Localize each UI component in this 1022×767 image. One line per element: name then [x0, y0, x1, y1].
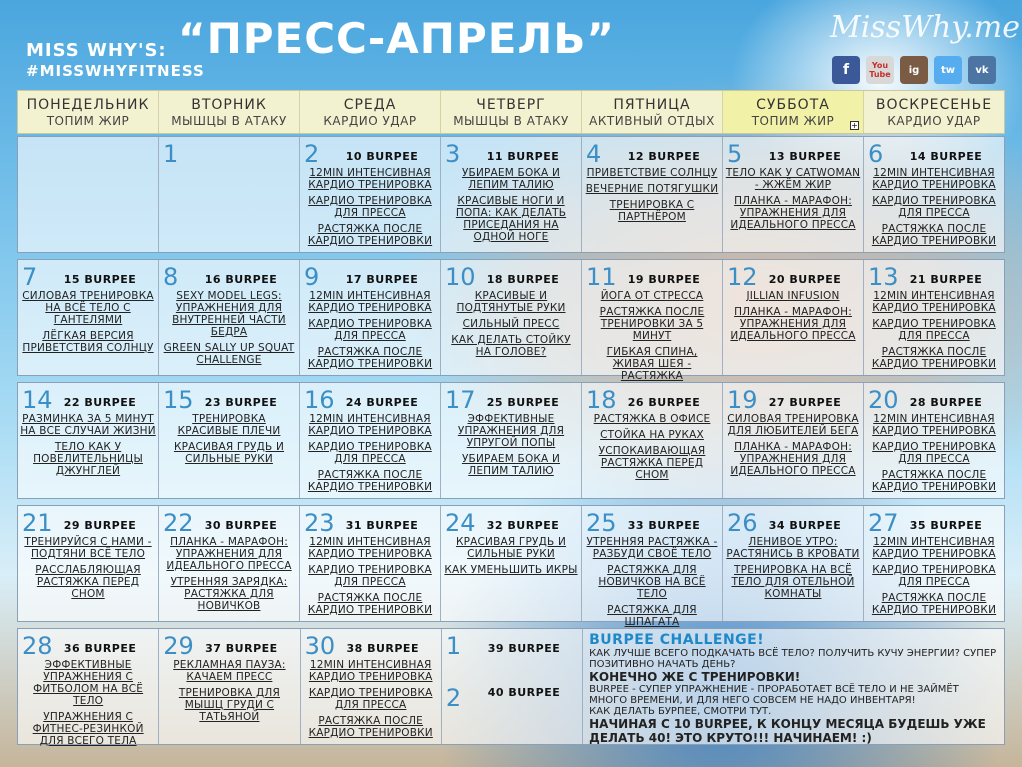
challenge-text: КАК ЛУЧШЕ ВСЕГО ПОДКАЧАТЬ ВСЁ ТЕЛО? ПОЛУЧИТЬ КУЧУ ЭНЕРГИИ? СУПЕР ПОЗИТИВНО НАЧАТЬ ДЕНЬ? [589, 648, 997, 670]
burpee-count: 27 BURPEE [768, 396, 842, 409]
workout-link[interactable]: КРАСИВЫЕ И ПОДТЯНУТЫЕ РУКИ [456, 290, 566, 314]
workout-link[interactable]: ПЛАНКА - МАРАФОН: УПРАЖНЕНИЯ ДЛЯ ИДЕАЛЬНОГО ПРЕССА [166, 536, 292, 572]
workout-link[interactable]: РАЗМИНКА ЗА 5 МИНУТ НА ВСЕ СЛУЧАИ ЖИЗНИ [20, 413, 156, 437]
workout-link[interactable]: УПРАЖНЕНИЯ С ФИТНЕС-РЕЗИНКОЙ ДЛЯ ВСЕГО ТЕЛА [32, 711, 144, 747]
workout-link[interactable]: РАСТЯЖКА ПОСЛЕ КАРДИО ТРЕНИРОВКИ [871, 223, 997, 247]
day-cell [159, 260, 300, 375]
workout-link[interactable]: КАРДИО ТРЕНИРОВКА ДЛЯ ПРЕССА [872, 564, 996, 588]
workout-link[interactable]: КАРДИО ТРЕНИРОВКА ДЛЯ ПРЕССА [308, 687, 433, 711]
day-cell [301, 629, 442, 744]
day-cell [18, 506, 159, 621]
workout-link[interactable]: РАСТЯЖКА ПОСЛЕ КАРДИО ТРЕНИРОВКИ [871, 469, 997, 493]
vk-icon[interactable]: vk [968, 56, 996, 84]
day-name: ПОНЕДЕЛЬНИК [26, 97, 150, 113]
day-number: 19 [727, 386, 758, 414]
week-row [17, 259, 1005, 382]
day-number: 20 [868, 386, 899, 414]
day-number: 21 [22, 509, 53, 537]
workout-link[interactable]: УТРЕННЯЯ РАСТЯЖКА - РАЗБУДИ СВОЁ ТЕЛО [586, 536, 718, 560]
day-header [18, 91, 159, 133]
workout-link[interactable]: СИЛОВАЯ ТРЕНИРОВКА ДЛЯ ЛЮБИТЕЛЕЙ БЕГА [727, 413, 859, 437]
day-number: 23 [304, 509, 335, 537]
burpee-count: 23 BURPEE [204, 396, 278, 409]
workout-link[interactable]: РАСТЯЖКА ПОСЛЕ КАРДИО ТРЕНИРОВКИ [871, 346, 997, 370]
day-cell [723, 137, 864, 252]
workout-link[interactable]: ТРЕНИРУЙСЯ С НАМИ - ПОДТЯНИ ВСЁ ТЕЛО [24, 536, 152, 560]
day-cell [159, 137, 300, 252]
workout-link[interactable]: ПЛАНКА - МАРАФОН: УПРАЖНЕНИЯ ДЛЯ ИДЕАЛЬНОГО ПРЕССА [730, 195, 856, 231]
day-number: 10 [445, 263, 476, 291]
burpee-count: 10 BURPEE [345, 150, 419, 163]
day-header [441, 91, 582, 133]
workout-link[interactable]: КАК УМЕНЬШИТЬ ИКРЫ [444, 564, 578, 576]
day-number: 13 [868, 263, 899, 291]
workout-link[interactable]: ТРЕНИРОВКА КРАСИВЫЕ ПЛЕЧИ [177, 413, 281, 437]
workout-link[interactable]: СИЛЬНЫЙ ПРЕСС [462, 318, 560, 330]
burpee-count: 17 BURPEE [345, 273, 419, 286]
day-theme: ТОПИМ ЖИР [46, 114, 130, 128]
day-cell [18, 260, 159, 375]
workout-link[interactable]: КРАСИВАЯ ГРУДЬ И СИЛЬНЫЕ РУКИ [455, 536, 567, 560]
day-name: ВОСКРЕСЕНЬЕ [875, 97, 993, 113]
day-cell [159, 383, 300, 498]
page-title: “ПРЕСС-АПРЕЛЬ” [178, 14, 615, 63]
burpee-count: 35 BURPEE [909, 519, 983, 532]
workout-link[interactable]: SEXY MODEL LEGS: УПРАЖНЕНИЯ ДЛЯ ВНУТРЕННЕЙ ЧАСТИ БЕДРА [172, 290, 286, 338]
day-theme: ТОПИМ ЖИР [751, 114, 835, 128]
workout-link[interactable]: СИЛОВАЯ ТРЕНИРОВКА НА ВСЁ ТЕЛО С ГАНТЕЛЯМИ [22, 290, 154, 326]
workout-link[interactable]: РАССЛАБЛЯЮЩАЯ РАСТЯЖКА ПЕРЕД СНОМ [35, 564, 141, 600]
day-cell [159, 629, 300, 744]
burpee-count: 25 BURPEE [486, 396, 560, 409]
day-header [723, 91, 864, 133]
workout-link[interactable]: РЕКЛАМНАЯ ПАУЗА: КАЧАЕМ ПРЕСС [173, 659, 286, 683]
workout-link[interactable]: РАСТЯЖКА ПОСЛЕ КАРДИО ТРЕНИРОВКИ [307, 223, 433, 247]
challenge-text: BURPEE - СУПЕР УПРАЖНЕНИЕ - ПРОРАБОТАЕТ ВСЁ ТЕЛО И НЕ ЗАЙМЁТ МНОГО ВРЕМЕНИ, И ДЛЯ НЕГО СОВСЕМ НЕ НАДО ИНВЕНТАРЯ! [589, 684, 959, 706]
instagram-icon[interactable]: ig [900, 56, 928, 84]
workout-link[interactable]: РАСТЯЖКА ПОСЛЕ ТРЕНИРОВКИ ЗА 5 МИНУТ [599, 306, 705, 342]
day-number: 27 [868, 509, 899, 537]
challenge-highlight: НАЧИНАЯ С 10 BURPEE, К КОНЦУ МЕСЯЦА БУДЕШЬ УЖЕ ДЕЛАТЬ 40! ЭТО КРУТО!!! НАЧИНАЕМ! :) [589, 717, 986, 745]
day-number: 2 [304, 140, 320, 168]
burpee-count: 39 BURPEE [487, 642, 561, 655]
burpee-count: 19 BURPEE [627, 273, 701, 286]
day-number: 25 [586, 509, 617, 537]
workout-link[interactable]: ЛЁГКАЯ ВЕРСИЯ ПРИВЕТСТВИЯ СОЛНЦУ [22, 330, 154, 354]
workout-link[interactable]: ПЛАНКА - МАРАФОН: УПРАЖНЕНИЯ ДЛЯ ИДЕАЛЬНОГО ПРЕССА [730, 306, 856, 342]
burpee-count: 30 BURPEE [204, 519, 278, 532]
burpee-count: 38 BURPEE [346, 642, 419, 655]
workout-link[interactable]: 12MIN ИНТЕНСИВНАЯ КАРДИО ТРЕНИРОВКА [872, 536, 996, 560]
facebook-icon[interactable]: f [832, 56, 860, 84]
workout-link[interactable]: ГИБКАЯ СПИНА, ЖИВАЯ ШЕЯ - РАСТЯЖКА [606, 346, 698, 382]
day-number: 26 [727, 509, 758, 537]
workout-link[interactable]: ЛЕНИВОЕ УТРО: РАСТЯНИСЬ В КРОВАТИ [726, 536, 860, 560]
workout-link[interactable]: РАСТЯЖКА ПОСЛЕ КАРДИО ТРЕНИРОВКИ [308, 715, 433, 739]
workout-link[interactable]: СТОЙКА НА РУКАХ [600, 429, 704, 441]
burpee-count [185, 150, 297, 164]
day-cell [582, 383, 723, 498]
day-number: 6 [868, 140, 884, 168]
day-number: 16 [304, 386, 335, 414]
burpee-count: 18 BURPEE [486, 273, 560, 286]
workout-link[interactable]: 12MIN ИНТЕНСИВНАЯ КАРДИО ТРЕНИРОВКА [872, 167, 996, 191]
day-cell [582, 506, 723, 628]
week-row [17, 628, 1005, 745]
workout-link[interactable]: КАРДИО ТРЕНИРОВКА ДЛЯ ПРЕССА [308, 564, 432, 588]
workout-link[interactable]: РАСТЯЖКА ДЛЯ ШПАГАТА [607, 604, 697, 628]
day-theme: МЫШЦЫ В АТАКУ [453, 114, 569, 128]
workout-link[interactable]: КРАСИВАЯ ГРУДЬ И СИЛЬНЫЕ РУКИ [173, 441, 285, 465]
day-number: 30 [304, 632, 336, 660]
workout-link[interactable]: ЙОГА ОТ СТРЕССА [600, 290, 704, 302]
workout-link[interactable]: РАСТЯЖКА ПОСЛЕ КАРДИО ТРЕНИРОВКИ [307, 469, 433, 493]
workout-link[interactable]: ПРИВЕТСТВИЕ СОЛНЦУ [586, 167, 718, 179]
twitter-icon[interactable]: tw [934, 56, 962, 84]
day-cell [159, 506, 300, 621]
burpee-count: 15 BURPEE [63, 273, 137, 286]
burpee-count: 31 BURPEE [345, 519, 419, 532]
day-cell [300, 260, 441, 375]
day-number: 7 [22, 263, 38, 291]
day-number: 9 [304, 263, 320, 291]
challenge-link[interactable]: КАК ДЕЛАТЬ БУРПЕЕ, СМОТРИ ТУТ. [589, 706, 772, 717]
day-number: 17 [445, 386, 476, 414]
day-number: 15 [163, 386, 194, 414]
workout-link[interactable]: ПЛАНКА - МАРАФОН: УПРАЖНЕНИЯ ДЛЯ ИДЕАЛЬНОГО ПРЕССА [730, 441, 856, 477]
workout-link[interactable]: 12MIN ИНТЕНСИВНАЯ КАРДИО ТРЕНИРОВКА [308, 167, 432, 191]
week-row [17, 382, 1005, 499]
workout-link[interactable]: РАСТЯЖКА ПОСЛЕ КАРДИО ТРЕНИРОВКИ [871, 592, 997, 616]
day-cell [441, 137, 582, 252]
day-cell [300, 506, 441, 621]
workout-link[interactable]: JILLIAN INFUSION [746, 290, 840, 302]
day-number: 3 [445, 140, 461, 168]
workout-link[interactable]: КАРДИО ТРЕНИРОВКА ДЛЯ ПРЕССА [308, 441, 432, 465]
day-number: 14 [22, 386, 53, 414]
workout-link[interactable]: ТЕЛО КАК У ПОВЕЛИТЕЛЬНИЦЫ ДЖУНГЛЕЙ [33, 441, 143, 477]
day-header [864, 91, 1004, 133]
day-cell [582, 137, 723, 252]
day-cell [723, 260, 864, 375]
workout-link[interactable]: УБИРАЕМ БОКА И ЛЕПИМ ТАЛИЮ [461, 167, 561, 191]
day-cell [300, 137, 441, 252]
day-cell [300, 383, 441, 498]
day-header [159, 91, 300, 133]
burpee-count: 12 BURPEE [627, 150, 701, 163]
workout-link[interactable]: УСПОКАИВАЮЩАЯ РАСТЯЖКА ПЕРЕД СНОМ [598, 445, 706, 481]
day-number: 2 [445, 684, 462, 712]
day-number: 28 [22, 632, 53, 660]
day-name: ВТОРНИК [191, 97, 267, 113]
day-name: СУББОТА [756, 97, 830, 113]
day-name: ЧЕТВЕРГ [476, 97, 546, 113]
workout-link[interactable]: 12MIN ИНТЕНСИВНАЯ КАРДИО ТРЕНИРОВКА [872, 413, 996, 437]
burpee-count: 16 BURPEE [204, 273, 278, 286]
day-number: 24 [445, 509, 476, 537]
workout-link[interactable]: ТРЕНИРОВКА ДЛЯ МЫШЦ ГРУДИ С ТАТЬЯНОЙ [178, 687, 280, 723]
workout-link[interactable]: 12MIN ИНТЕНСИВНАЯ КАРДИО ТРЕНИРОВКА [308, 659, 433, 683]
weekday-header [17, 90, 1005, 134]
burpee-count: 34 BURPEE [768, 519, 842, 532]
day-number: 4 [586, 140, 602, 168]
workout-link[interactable]: РАСТЯЖКА В ОФИСЕ [593, 413, 711, 425]
burpee-count: 20 BURPEE [768, 273, 842, 286]
day-header [582, 91, 723, 133]
header [0, 0, 1022, 88]
day-name: СРЕДА [343, 97, 397, 113]
burpee-count: 22 BURPEE [63, 396, 137, 409]
day-number: 1 [445, 632, 462, 660]
workout-link[interactable]: КАК ДЕЛАТЬ СТОЙКУ НА ГОЛОВЕ? [451, 334, 571, 358]
workout-link[interactable]: ТРЕНИРОВКА НА ВСЁ ТЕЛО ДЛЯ ОТЕЛЬНОЙ КОМНАТЫ [731, 564, 855, 600]
day-cell [18, 383, 159, 498]
week-row [17, 136, 1005, 253]
day-cell [723, 383, 864, 498]
workout-link[interactable]: 12MIN ИНТЕНСИВНАЯ КАРДИО ТРЕНИРОВКА [308, 290, 432, 314]
week-row [17, 505, 1005, 628]
workout-link[interactable]: КАРДИО ТРЕНИРОВКА ДЛЯ ПРЕССА [872, 318, 996, 342]
day-cell [864, 383, 1004, 498]
day-theme: КАРДИО УДАР [323, 114, 417, 128]
youtube-icon[interactable]: You Tube [866, 56, 894, 84]
workout-link[interactable]: РАСТЯЖКА ПОСЛЕ КАРДИО ТРЕНИРОВКИ [307, 592, 433, 616]
workout-link[interactable]: GREEN SALLY UP SQUAT CHALLENGE [163, 342, 295, 366]
workout-link[interactable]: ЭФФЕКТИВНЫЕ УПРАЖНЕНИЯ С ФИТБОЛОМ НА ВСЁ ТЕЛО [33, 659, 144, 707]
workout-link[interactable]: КАРДИО ТРЕНИРОВКА ДЛЯ ПРЕССА [308, 195, 432, 219]
day-cell [441, 260, 582, 375]
workout-link[interactable]: 12MIN ИНТЕНСИВНАЯ КАРДИО ТРЕНИРОВКА [308, 536, 432, 560]
day-cell [864, 260, 1004, 375]
burpee-count: 28 BURPEE [909, 396, 983, 409]
burpee-count [44, 150, 156, 164]
day-number: 11 [586, 263, 617, 291]
burpee-count: 24 BURPEE [345, 396, 419, 409]
workout-link[interactable]: ТЕЛО КАК У CATWOMAN - ЖЖЁМ ЖИР [725, 167, 861, 191]
day-number: 8 [163, 263, 179, 291]
day-number: 1 [163, 140, 179, 168]
burpee-count: 32 BURPEE [486, 519, 560, 532]
burpee-count: 13 BURPEE [768, 150, 842, 163]
workout-link[interactable]: КРАСИВЫЕ НОГИ И ПОПА: КАК ДЕЛАТЬ ПРИСЕДАНИЯ НА ОДНОЙ НОГЕ [455, 195, 567, 243]
day-number: 22 [163, 509, 194, 537]
workout-link[interactable]: 12MIN ИНТЕНСИВНАЯ КАРДИО ТРЕНИРОВКА [872, 290, 996, 314]
day-cell [723, 506, 864, 621]
day-cell [441, 506, 582, 621]
workout-link[interactable]: ЭФФЕКТИВНЫЕ УПРАЖНЕНИЯ ДЛЯ УПРУГОЙ ПОПЫ [457, 413, 565, 449]
day-header [300, 91, 441, 133]
burpee-count: 11 BURPEE [486, 150, 560, 163]
day-number: 12 [727, 263, 758, 291]
workout-link[interactable]: ВЕЧЕРНИЕ ПОТЯГУШКИ [585, 183, 719, 195]
brand-name: MISS WHY'S: [26, 40, 167, 61]
workout-link[interactable]: ТРЕНИРОВКА С ПАРТНЁРОМ [609, 199, 695, 223]
burpee-count: 14 BURPEE [909, 150, 983, 163]
burpee-count: 26 BURPEE [627, 396, 701, 409]
day-number: 29 [163, 632, 194, 660]
day-name: ПЯТНИЦА [613, 97, 691, 113]
expand-icon[interactable]: + [851, 121, 858, 130]
workout-link[interactable]: КАРДИО ТРЕНИРОВКА ДЛЯ ПРЕССА [872, 441, 996, 465]
day-number: 5 [727, 140, 743, 168]
day-cell [864, 137, 1004, 252]
day-theme: МЫШЦЫ В АТАКУ [171, 114, 287, 128]
day-number: 18 [586, 386, 617, 414]
burpee-count: 40 BURPEE [487, 686, 561, 699]
burpee-count: 33 BURPEE [627, 519, 701, 532]
burpee-challenge [583, 629, 1004, 744]
day-cell [864, 506, 1004, 621]
challenge-highlight: КОНЕЧНО ЖЕ С ТРЕНИРОВКИ! [589, 670, 801, 684]
workout-link[interactable]: КАРДИО ТРЕНИРОВКА ДЛЯ ПРЕССА [872, 195, 996, 219]
day-cell [441, 383, 582, 498]
day-cell [582, 260, 723, 382]
burpee-count: 29 BURPEE [63, 519, 137, 532]
next-month-cell [442, 629, 583, 744]
workout-link[interactable]: РАСТЯЖКА ДЛЯ НОВИЧКОВ НА ВСЁ ТЕЛО [598, 564, 706, 600]
workout-link[interactable]: УБИРАЕМ БОКА И ЛЕПИМ ТАЛИЮ [461, 453, 561, 477]
workout-link[interactable]: РАСТЯЖКА ПОСЛЕ КАРДИО ТРЕНИРОВКИ [307, 346, 433, 370]
workout-link[interactable]: КАРДИО ТРЕНИРОВКА ДЛЯ ПРЕССА [308, 318, 432, 342]
brand-hashtag: #MISSWHYFITNESS [26, 62, 205, 80]
day-cell [18, 629, 159, 747]
site-logo[interactable]: MissWhy.me [830, 10, 1020, 45]
day-theme: АКТИВНЫЙ ОТДЫХ [589, 114, 715, 128]
day-theme: КАРДИО УДАР [887, 114, 981, 128]
burpee-count: 21 BURPEE [909, 273, 983, 286]
workout-link[interactable]: 12MIN ИНТЕНСИВНАЯ КАРДИО ТРЕНИРОВКА [308, 413, 432, 437]
challenge-title: BURPEE CHALLENGE! [589, 632, 765, 648]
burpee-count: 37 BURPEE [205, 642, 278, 655]
day-cell [18, 137, 159, 252]
workout-link[interactable]: УТРЕННЯЯ ЗАРЯДКА: РАСТЯЖКА ДЛЯ НОВИЧКОВ [170, 576, 288, 612]
burpee-count: 36 BURPEE [63, 642, 137, 655]
